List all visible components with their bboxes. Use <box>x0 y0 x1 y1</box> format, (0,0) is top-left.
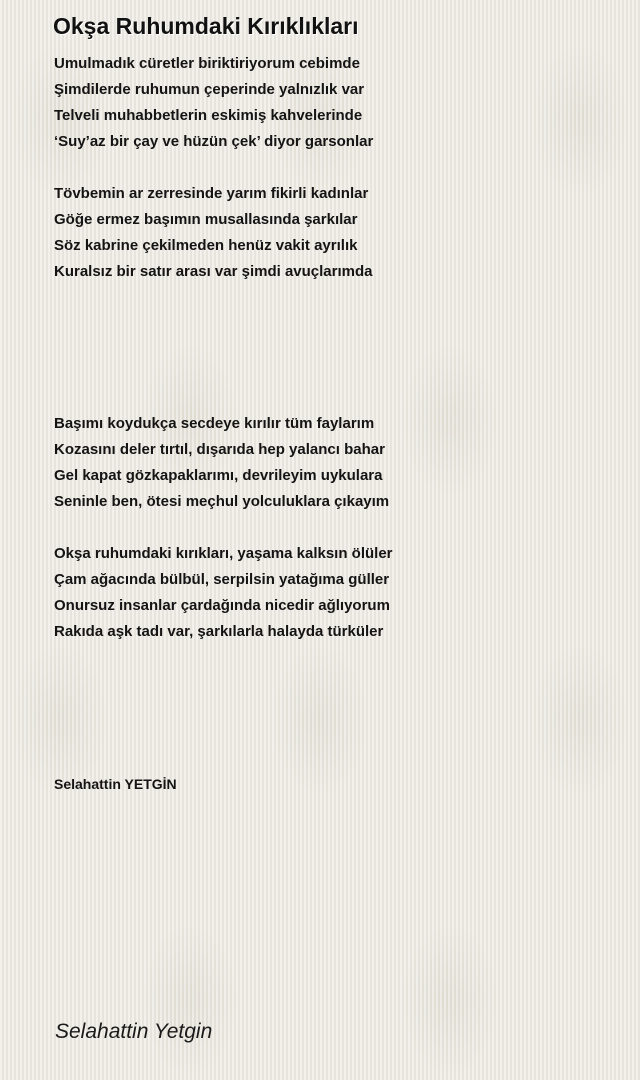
stanza-2 <box>54 181 373 285</box>
stanza-3 <box>54 411 389 515</box>
poem-line: Onursuz insanlar çardağında nicedir ağlıyorum <box>54 597 390 614</box>
stanza-4 <box>54 541 393 645</box>
poem-line: Telveli muhabbetlerin eskimiş kahvelerinde <box>54 107 363 124</box>
poem-line: Gel kapat gözkapaklarımı, devrileyim uykulara <box>54 467 383 484</box>
poem-author: Selahattin YETGİN <box>54 776 177 792</box>
poem-line: Göğe ermez başımın musallasında şarkılar <box>54 211 358 228</box>
poem-line: Seninle ben, ötesi meçhul yolculuklara çıkayım <box>54 493 390 510</box>
poem-line: ‘Suy’az bir çay ve hüzün çek’ diyor garsonlar <box>54 133 374 150</box>
stanza-1 <box>54 51 373 155</box>
poem-line: Okşa ruhumdaki kırıkları, yaşama kalksın ölüler <box>54 545 393 562</box>
poem-title: Okşa Ruhumdaki Kırıklıkları <box>53 13 359 39</box>
poem-line: Tövbemin ar zerresinde yarım fikirli kadınlar <box>54 185 369 202</box>
author-signature: Selahattin Yetgin <box>55 1020 213 1043</box>
poem-line: Çam ağacında bülbül, serpilsin yatağıma güller <box>54 571 390 588</box>
poem-line: Kuralsız bir satır arası var şimdi avuçlarımda <box>54 263 373 280</box>
poem-line: Şimdilerde ruhumun çeperinde yalnızlık var <box>54 81 365 98</box>
poem-line: Kozasını deler tırtıl, dışarıda hep yalancı bahar <box>54 441 385 458</box>
poem-line: Söz kabrine çekilmeden henüz vakit ayrılık <box>54 237 358 254</box>
poem-line: Umulmadık cüretler biriktiriyorum cebimde <box>54 55 360 72</box>
poem-line: Başımı koydukça secdeye kırılır tüm faylarım <box>54 415 375 432</box>
poem-line: Rakıda aşk tadı var, şarkılarla halayda türküler <box>54 623 384 640</box>
